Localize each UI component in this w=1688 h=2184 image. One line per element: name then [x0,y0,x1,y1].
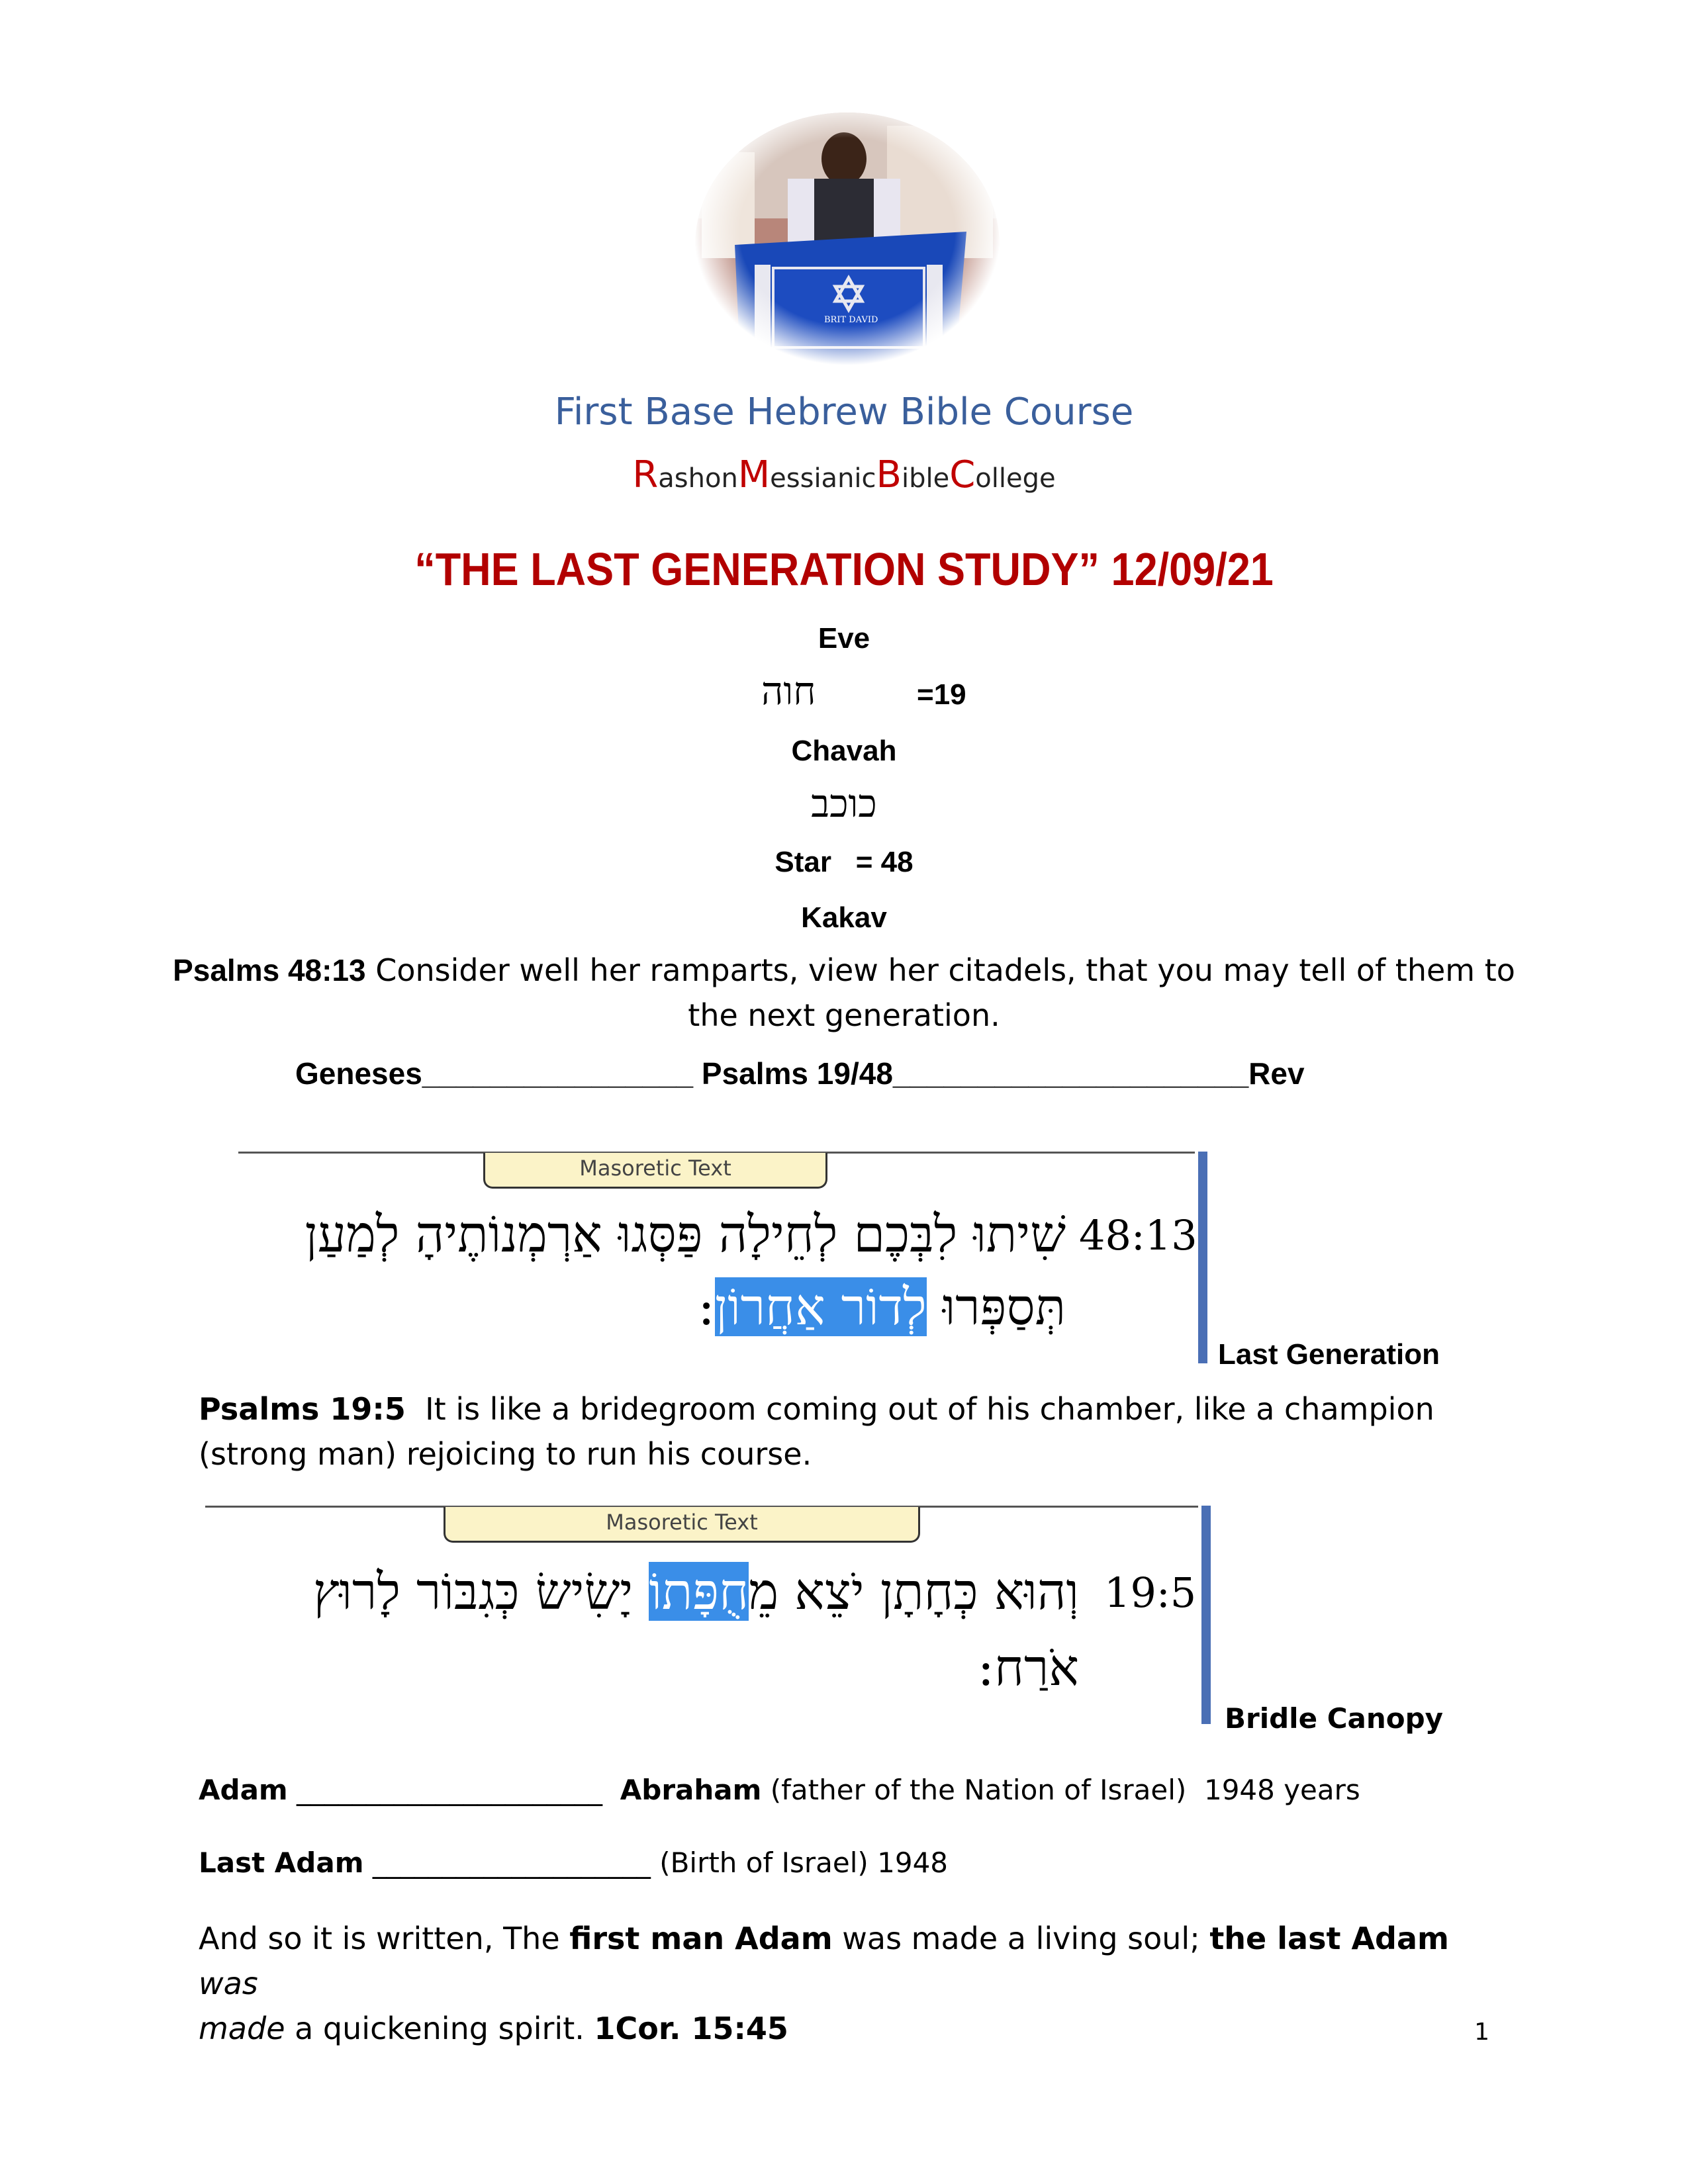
last-adam-label: Last Adam [199,1846,364,1879]
adam-blank: ______________________ [297,1774,603,1806]
closing-text-1: And so it is written, The [199,1921,570,1956]
psalm-48-text: Consider well her ramparts, view her citadels, that you may tell of them to [365,952,1515,988]
closing-text-4: a quickening spirit. [285,2011,594,2046]
page-number: 1 [1474,2019,1489,2046]
college-b: B [876,453,902,496]
college-r: R [632,453,659,496]
psalm-19-text: It is like a bridegroom coming out of his chamber, like a champion [405,1391,1434,1427]
psalm-48-ref: Psalms 48:13 [173,953,366,987]
closing-first-man: first man Adam [569,1921,833,1956]
highlight-bridal-canopy: חֻפָּתוֹ [649,1562,749,1621]
last-adam-blank: ____________________ [372,1846,651,1879]
verse-number: 48:13 [1079,1211,1197,1259]
college-r-rest: ashon [658,463,738,494]
hebrew-line-2: אֹרַח: [977,1638,1079,1697]
masoretic-tab: Masoretic Text [444,1507,920,1543]
adam-label: Adam [199,1774,288,1806]
timeline-rev: Rev [1248,1056,1305,1091]
college-c: C [949,453,976,496]
hebrew-line-2-end: : [698,1277,715,1336]
eve-label: Eve [818,622,870,655]
hebrew-line-2 [698,1277,1066,1337]
college-name [0,453,1688,496]
adam-line [199,1774,1360,1806]
highlight-last-generation: לְדוֹר אַחֲרוֹן [714,1277,927,1336]
timeline-line [295,1056,1305,1091]
chavah-hebrew: חוה [761,668,816,713]
abraham-label: Abraham [620,1774,762,1806]
masoretic-block-48 [232,1152,1225,1377]
star-value: Star = 48 [774,846,914,878]
kakav-label: Kakav [801,901,887,934]
psalm-19-ref: Psalms 19:5 [199,1391,406,1427]
closing-text-2: was made a living soul; [832,1921,1210,1956]
timeline-genesis: Geneses [295,1056,422,1091]
psalm-48-paragraph [0,948,1688,1038]
timeline-blank-1: ________________ [422,1056,694,1091]
college-m: M [737,453,771,496]
hebrew-line-1: שִׁיתוּ לִבְּכֶם לְחֵילָה פַּסְּגוּ אַרְמְנוֹתֶיהָ לְמַעַן [305,1205,1066,1263]
hebrew-line-1-start: וְהוּא כְּחָתָן יֹצֵא מֵ [749,1562,1079,1621]
hebrew-line-2-plain: תְּסַפְּרוּ [926,1277,1066,1336]
logo-text: BRIT DAVID [824,315,878,325]
closing-italic-made: made [199,2011,285,2046]
hebrew-line-1 [313,1562,1079,1621]
closing-paragraph [199,1916,1489,2051]
timeline-blank-2: _____________________ [892,1056,1249,1091]
psalm-48-text2: the next generation. [688,997,1000,1033]
chavah-label: Chavah [791,735,897,767]
psalm-19-paragraph [199,1387,1434,1477]
closing-italic-was: was [199,1966,258,2001]
masoretic-side-bar [1201,1506,1211,1724]
logo-image [688,113,1006,390]
hebrew-line-1-end: יָשִׂישׂ כְּגִבּוֹר לָרוּץ [312,1562,649,1621]
last-adam-line [199,1846,948,1879]
kakav-hebrew: כוכב [811,781,877,826]
abraham-note: (father of the Nation of Israel) 1948 years [761,1774,1360,1806]
closing-last-adam: the last Adam [1209,1921,1449,1956]
course-title: First Base Hebrew Bible Course [554,390,1134,433]
last-generation-label: Last Generation [1218,1338,1440,1371]
college-c-rest: ollege [975,463,1056,494]
timeline-psalms: Psalms 19/48 [693,1056,893,1091]
last-adam-note: (Birth of Israel) 1948 [650,1846,949,1879]
masoretic-tab: Masoretic Text [483,1153,827,1189]
study-title: “THE LAST GENERATION STUDY” 12/09/21 [414,543,1274,595]
bridle-canopy-label: Bridle Canopy [1225,1702,1444,1735]
verse-number: 19:5 [1104,1569,1197,1617]
masoretic-block-19 [199,1506,1231,1731]
closing-reference: 1Cor. 15:45 [594,2011,788,2046]
psalm-19-text2: (strong man) rejoicing to run his course. [199,1436,812,1472]
chavah-value: =19 [917,678,966,711]
college-m-rest: essianic [770,463,876,494]
masoretic-side-bar [1198,1152,1207,1363]
college-b-rest: ible [901,463,950,494]
